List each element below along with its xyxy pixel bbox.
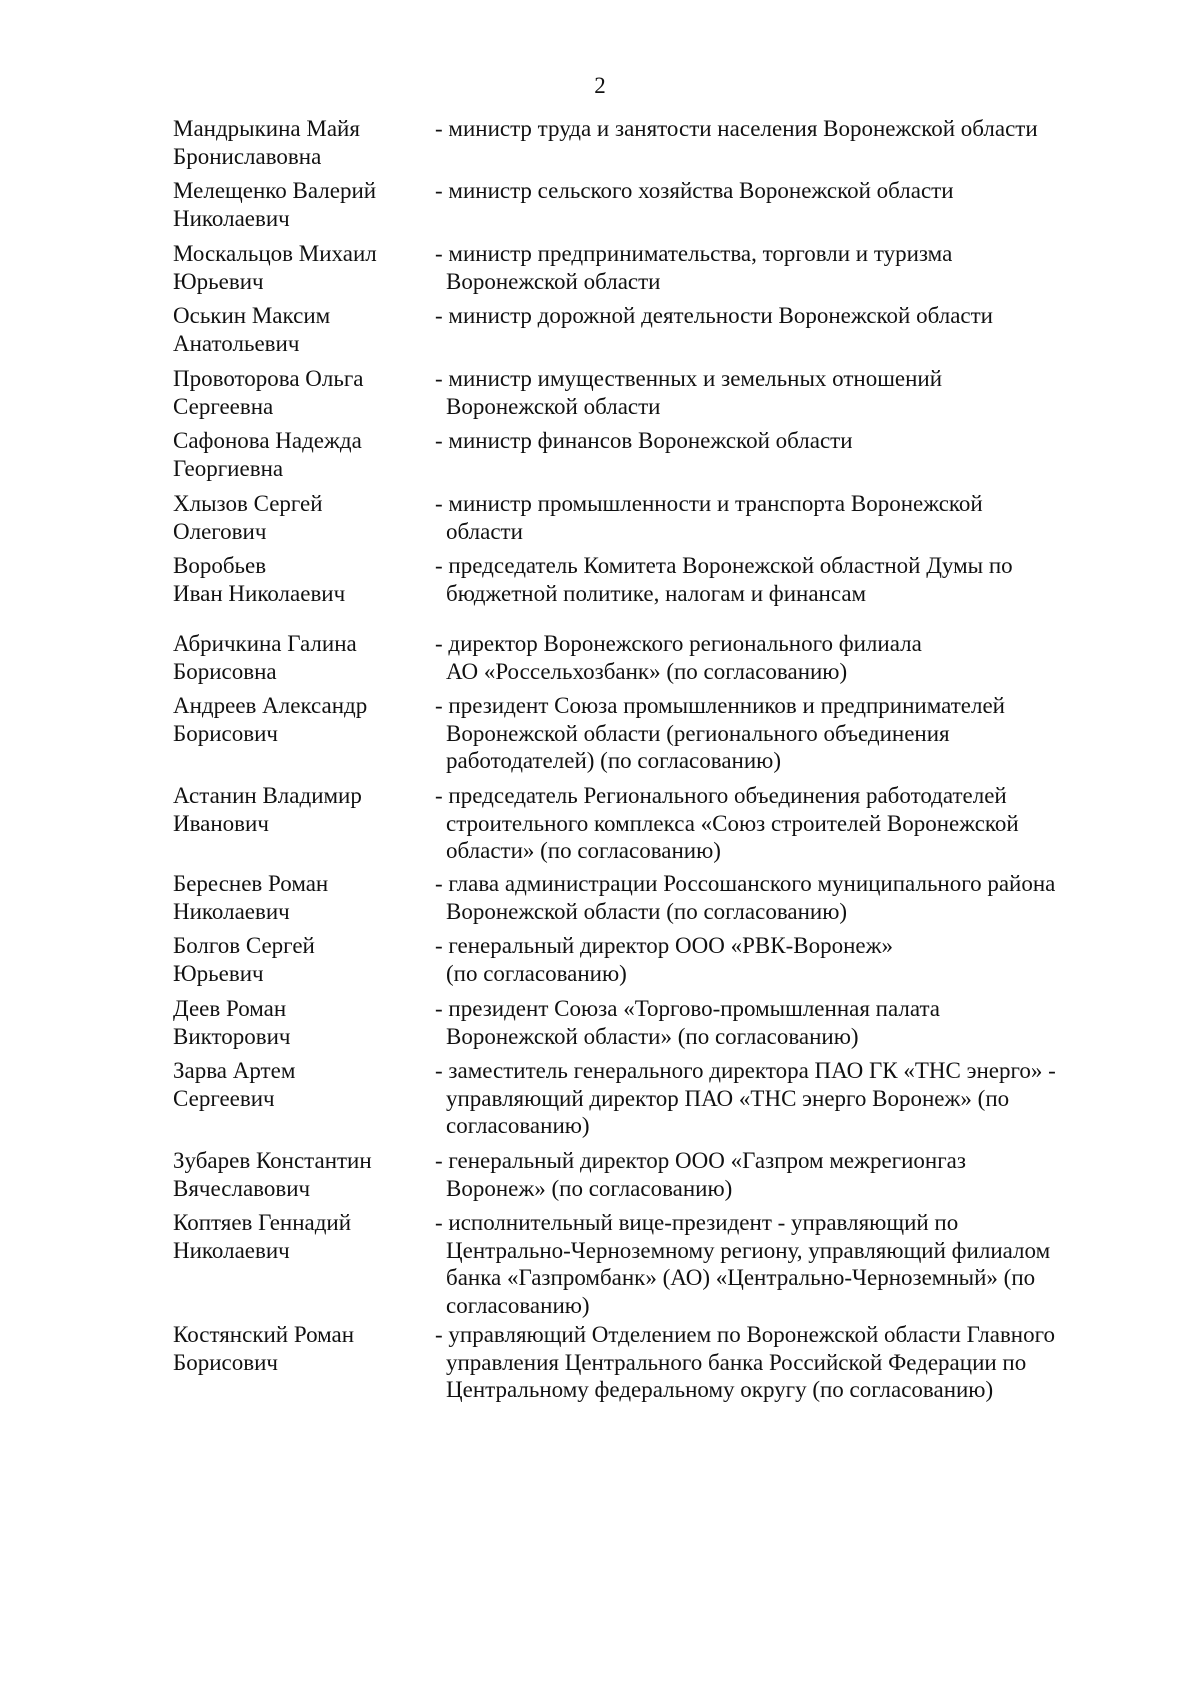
member-name-line: Зубарев Константин [173,1148,372,1173]
member-name [173,630,423,685]
member-role [435,932,1115,987]
member-name-line: Юрьевич [173,268,264,294]
member-name-line: Николаевич [173,1237,290,1263]
member-name-line: Борисович [173,720,278,746]
member-role-line: - министр дорожной деятельности Воронежской области [435,303,993,328]
member-name-line: Иванович [173,810,269,836]
member-name [173,870,423,925]
member-name [173,365,423,420]
member-name-line: Вячеславович [173,1175,311,1201]
member-name [173,177,423,232]
member-role [435,365,1115,420]
member-role-line: - президент Союза промышленников и предпринимателей [435,693,1005,718]
member-name-line: Зарва Артем [173,1058,296,1083]
member-role-line: управляющий директор ПАО «ТНС энерго Воронеж» (по [446,1085,1010,1111]
member-role [435,552,1115,607]
member-role-line: Воронежской области [446,268,661,294]
member-role-line: согласованию) [446,1292,590,1318]
member-name-line: Андреев Александр [173,693,368,718]
member-name-line: Георгиевна [173,455,284,481]
member-name [173,692,423,747]
member-role-line: строительного комплекса «Союз строителей Воронежской [446,810,1019,836]
member-name [173,240,423,295]
member-name [173,1147,423,1202]
member-name [173,1209,423,1264]
member-role-line: - министр промышленности и транспорта Воронежской [435,491,983,516]
member-role-line: работодателей) (по согласованию) [446,748,781,773]
member-name-line: Абричкина Галина [173,631,357,656]
member-role [435,1147,1115,1202]
member-name-line: Борисович [173,1349,278,1375]
member-role-line: Воронежской области (регионального объединения [446,720,950,746]
member-name-line: Олегович [173,518,267,544]
member-name-line: Болгов Сергей [173,933,315,958]
member-role-line: АО «Россельхозбанк» (по согласованию) [446,658,848,684]
member-role [435,490,1115,545]
member-name [173,1321,423,1376]
member-name [173,1057,423,1112]
member-role [435,630,1115,685]
member-name [173,782,423,837]
member-role-line: - заместитель генерального директора ПАО ГК «ТНС энерго» - [435,1058,1056,1083]
member-role [435,302,1115,330]
member-role-line: банка «Газпромбанк» (АО) «Центрально-Черноземный» (по [446,1265,1036,1290]
member-role-line: бюджетной политике, налогам и финансам [446,580,867,606]
member-role-line: Воронежской области [446,393,661,419]
member-role [435,782,1115,865]
member-role-line: Центральному федеральному округу (по согласованию) [446,1377,994,1402]
member-name-line: Викторович [173,1023,291,1049]
member-name [173,302,423,357]
member-role-line: - директор Воронежского регионального филиала [435,631,922,656]
member-role-line: - президент Союза «Торгово-промышленная палата [435,996,941,1021]
member-name-line: Брониславовна [173,143,322,169]
member-role [435,1321,1115,1404]
member-name-line: Воробьев [173,553,267,578]
member-role [435,692,1115,775]
member-role-line: - министр труда и занятости населения Воронежской области [435,116,1038,141]
member-role-line: Центрально-Черноземному региону, управляющий филиалом [446,1237,1051,1263]
member-role-line: Воронеж» (по согласованию) [446,1175,733,1201]
member-role-line: - председатель Комитета Воронежской областной Думы по [435,553,1013,578]
member-name-line: Коптяев Геннадий [173,1210,352,1235]
member-role-line: Воронежской области (по согласованию) [446,898,848,924]
member-role [435,870,1115,925]
member-name-line: Иван Николаевич [173,580,346,606]
member-role-line: - исполнительный вице-президент - управляющий по [435,1210,959,1235]
member-name [173,552,423,607]
member-role [435,177,1115,205]
member-name-line: Сергеевна [173,393,274,419]
member-name-line: Костянский Роман [173,1322,355,1347]
member-name-line: Николаевич [173,205,290,231]
member-role-line: - генеральный директор ООО «Газпром межрегионгаз [435,1148,966,1173]
member-role [435,1209,1115,1319]
member-name-line: Москальцов Михаил [173,241,377,266]
member-name [173,115,423,170]
member-name [173,427,423,482]
member-role-line: области» (по согласованию) [446,838,721,863]
member-name [173,995,423,1050]
member-name-line: Николаевич [173,898,290,924]
member-role-line: - министр сельского хозяйства Воронежской области [435,178,954,203]
member-role-line: Воронежской области» (по согласованию) [446,1023,859,1049]
member-name-line: Хлызов Сергей [173,491,323,516]
member-role-line: области [446,518,523,544]
member-role-line: управления Центрального банка Российской Федерации по [446,1349,1027,1375]
member-name [173,932,423,987]
member-role [435,995,1115,1050]
member-role [435,427,1115,455]
member-name-line: Деев Роман [173,996,287,1021]
member-role [435,115,1115,143]
member-name-line: Оськин Максим [173,303,331,328]
member-role-line: (по согласованию) [446,960,627,986]
member-name-line: Астанин Владимир [173,783,362,808]
page-number: 2 [594,73,606,98]
member-role-line: - глава администрации Россошанского муниципального района [435,871,1056,896]
member-name-line: Мелещенко Валерий [173,178,377,203]
member-name-line: Береснев Роман [173,871,329,896]
member-name [173,490,423,545]
member-role-line: - министр финансов Воронежской области [435,428,853,453]
member-name-line: Провоторова Ольга [173,366,364,391]
member-name-line: Борисовна [173,658,277,684]
member-name-line: Юрьевич [173,960,264,986]
member-role-line: - генеральный директор ООО «РВК-Воронеж» [435,933,894,958]
member-role-line: - управляющий Отделением по Воронежской области Главного [435,1322,1055,1347]
member-role-line: - министр имущественных и земельных отношений [435,366,943,391]
member-name-line: Сафонова Надежда [173,428,362,453]
member-name-line: Сергеевич [173,1085,275,1111]
member-role-line: согласованию) [446,1113,590,1138]
member-role [435,240,1115,295]
member-name-line: Мандрыкина Майя [173,116,360,141]
member-name-line: Анатольевич [173,330,300,356]
member-role-line: - председатель Регионального объединения работодателей [435,783,1007,808]
member-role-line: - министр предпринимательства, торговли и туризма [435,241,953,266]
member-role [435,1057,1115,1140]
